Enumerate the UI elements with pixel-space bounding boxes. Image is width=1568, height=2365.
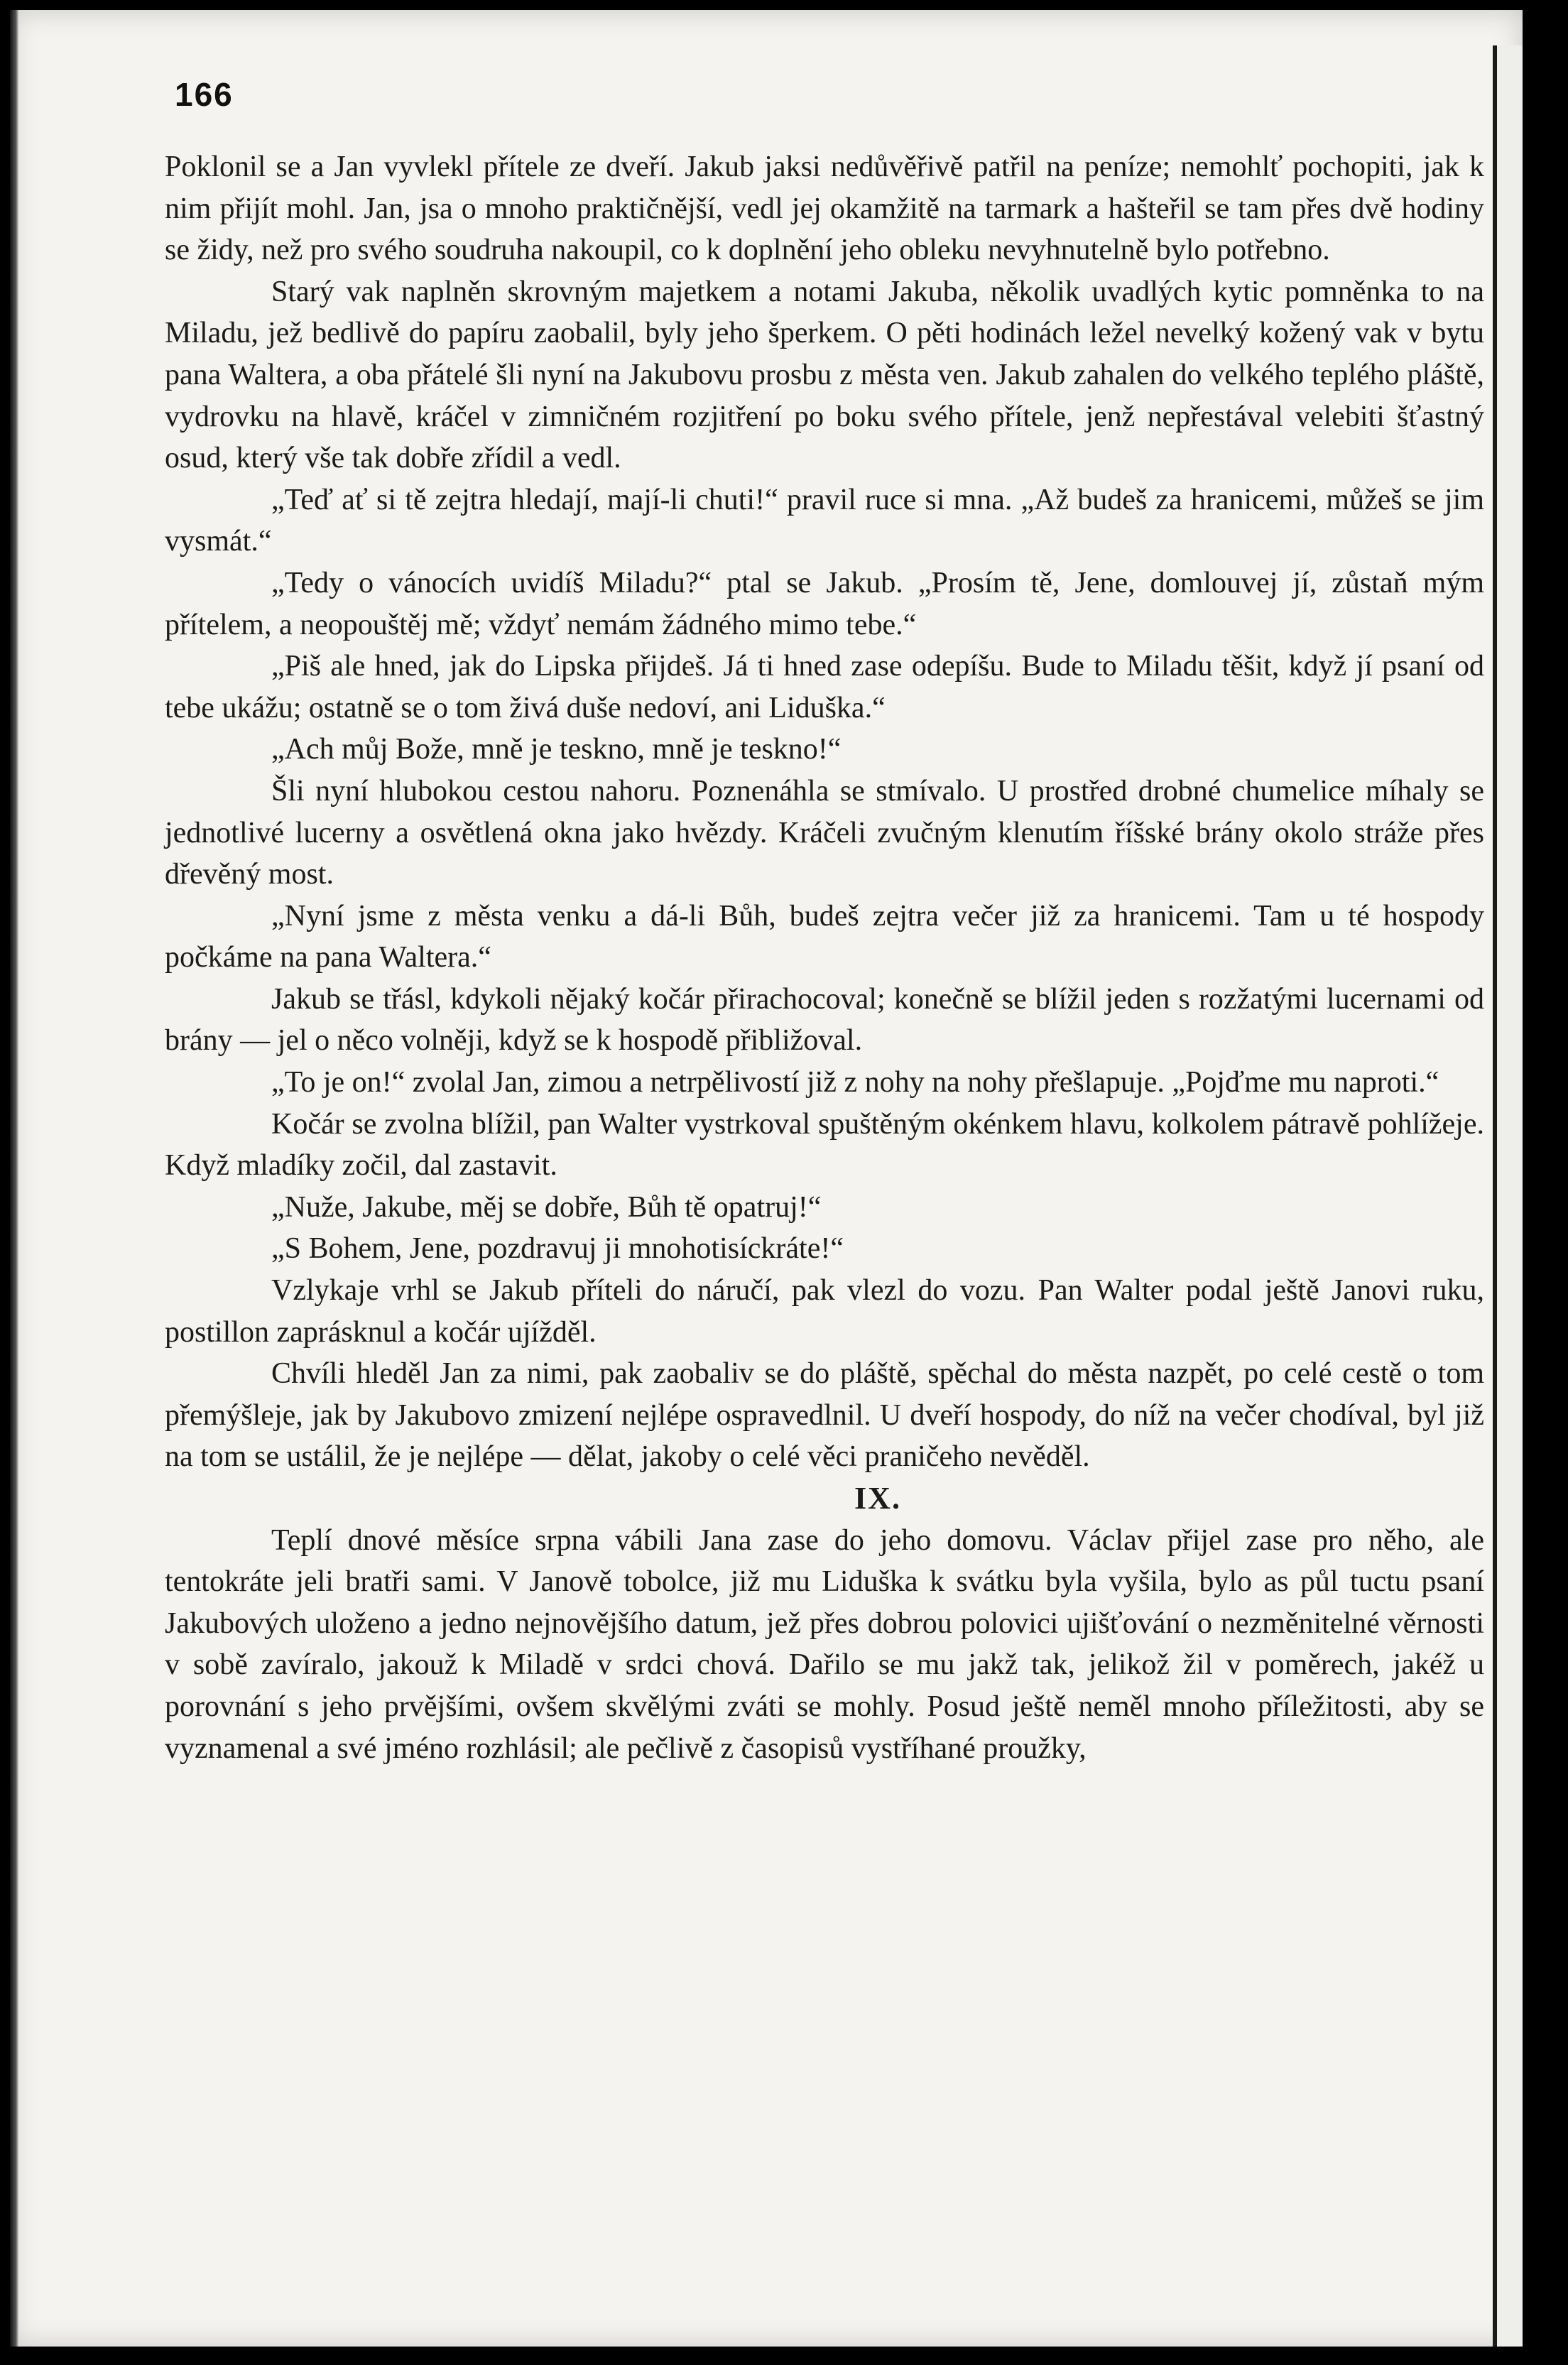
paragraph: „S Bohem, Jene, pozdravuj ji mnohotisíckráte!“ <box>271 1232 844 1266</box>
paragraph: Vzlykaje vrhl se Jakub příteli do náručí, pak vlezl do vozu. Pan Walter podal ještě Janovi ruku, postillon zaprásknul a kočár ujížděl. <box>165 1274 1484 1349</box>
paragraph: Chvíli hleděl Jan za nimi, pak zaobaliv se do pláště, spěchal do města nazpět, po celé cestě o tom přemýšleje, jak by Jakubovo zmizení nejlépe ospravedlnil. U dveří hospody, do níž na večer chodíval, byl již na tom se ustálil, že je nejlépe — dělat, jakoby o celé věci praničeho nevěděl. <box>165 1357 1484 1474</box>
paragraph: Teplí dnové měsíce srpna vábili Jana zase do jeho domovu. Václav přijel zase pro něho, ale tentokráte jeli bratři sami. V Janově tobolce, již mu Liduška k svátku byla vyšila, bylo as půl tuctu psaní Jakubových uloženo a jedno nejnovějšího datum, jež přes dobrou polovici ujišťování o nezměnitelné věrnosti v sobě zavíralo, jakouž k Miladě v srdci chová. Dařilo se mu jakž tak, jelikož žil v poměrech, jakéž u porovnání s jeho prvějšími, ovšem skvělými zváti se mohly. Posud ještě neměl mnoho příležitosti, aby se vyznamenal a své jméno rozhlásil; ale pečlivě z časopisů vystříhané proužky, <box>165 1523 1484 1765</box>
paragraph: „Tedy o vánocích uvidíš Miladu?“ ptal se Jakub. „Prosím tě, Jene, domlouvej jí, zůstaň mým přítelem, a neopouštěj mě; vždyť nemám žádného mimo tebe.“ <box>165 566 1484 641</box>
paragraph: „Nyní jsme z města venku a dá-li Bůh, budeš zejtra večer již za hranicemi. Tam u té hospody počkáme na pana Waltera.“ <box>165 899 1484 974</box>
paragraph: „Nuže, Jakube, měj se dobře, Bůh tě opatruj!“ <box>271 1190 822 1224</box>
paragraph: Starý vak naplněn skrovným majetkem a notami Jakuba, několik uvadlých kytic pomněnka to na Miladu, jež bedlivě do papíru zaobalil, byly jeho šperkem. O pěti hodinách ležel nevelký kožený vak v bytu pana Waltera, a oba přátelé šli nyní na Jakubovu prosbu z města ven. Jakub zahalen do velkého teplého pláště, vydrovku na hlavě, kráčel v zimničném rozjitření po boku svého přítele, jenž nepřestával velebiti šťastný osud, který vše tak dobře zřídil a vedl. <box>165 275 1484 475</box>
page-number: 166 <box>175 76 234 113</box>
chapter-heading: IX. <box>854 1481 901 1516</box>
paragraph: „Teď ať si tě zejtra hledají, mají-li chuti!“ pravil ruce si mna. „Až budeš za hranicemi, můžeš se jim vysmát.“ <box>165 483 1484 558</box>
binding-edge <box>10 10 18 2347</box>
body-text <box>165 146 1484 1769</box>
paragraph: „Ach můj Bože, mně je teskno, mně je teskno!“ <box>271 733 842 766</box>
book-page <box>10 10 1523 2347</box>
paragraph: Kočár se zvolna blížil, pan Walter vystrkoval spuštěným okénkem hlavu, kolkolem pátravě pohlížeje. Když mladíky zočil, dal zastavit. <box>165 1107 1484 1182</box>
paragraph: „To je on!“ zvolal Jan, zimou a netrpělivostí již z nohy na nohy přešlapuje. „Pojďme mu naproti.“ <box>271 1066 1439 1099</box>
paragraph: Poklonil se a Jan vyvlekl přítele ze dveří. Jakub jaksi nedůvěřivě patřil na peníze; nemohlť pochopiti, jak k nim přijít mohl. Jan, jsa o mnoho praktičnější, vedl jej okamžitě na tarmark a hašteřil se tam přes dvě hodiny se židy, než pro svého soudruha nakoupil, co k doplnění jeho obleku nevyhnutelně bylo potřebno. <box>165 151 1484 267</box>
next-page-edge <box>1493 45 1523 2347</box>
paragraph: Šli nyní hlubokou cestou nahoru. Poznenáhla se stmívalo. U prostřed drobné chumelice míhaly se jednotlivé lucerny a osvětlená okna jako hvězdy. Kráčeli zvučným klenutím říšské brány okolo stráže přes dřevěný most. <box>165 774 1484 891</box>
paragraph: Jakub se třásl, kdykoli nějaký kočár přirachocoval; konečně se blížil jeden s rozžatými lucernami od brány — jel o něco volněji, když se k hospodě přibližoval. <box>165 982 1484 1058</box>
paragraph: „Piš ale hned, jak do Lipska přijdeš. Já ti hned zase odepíšu. Bude to Miladu těšit, když jí psaní od tebe ukážu; ostatně se o tom živá duše nedoví, ani Liduška.“ <box>165 650 1484 724</box>
